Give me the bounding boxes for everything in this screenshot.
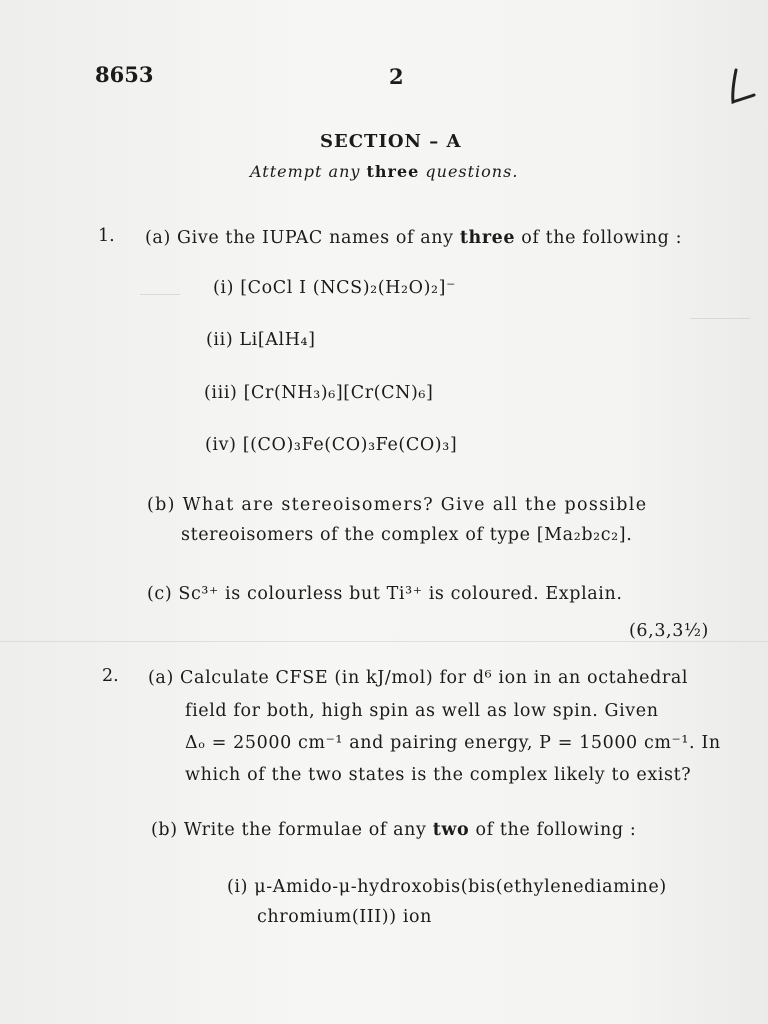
question-1a-item-ii: (ii) Li[AlH₄] bbox=[206, 330, 316, 350]
question-1b-line1: (b) What are stereoisomers? Give all the possible bbox=[147, 495, 648, 515]
question-1a-item-iv: (iv) [(CO)₃Fe(CO)₃Fe(CO)₃] bbox=[205, 435, 458, 455]
question-2b: (b) Write the formulae of any two of the following : bbox=[151, 820, 637, 840]
question-2a-line2: field for both, high spin as well as low spin. Given bbox=[185, 701, 659, 721]
question-2b-item-i-line1: (i) μ-Amido-μ-hydroxobis(bis(ethylenediamine) bbox=[227, 877, 667, 897]
paper-code: 8653 bbox=[95, 62, 154, 87]
question-2-number: 2. bbox=[102, 666, 119, 686]
page-number: 2 bbox=[389, 64, 404, 89]
question-1-marks: (6,3,3½) bbox=[629, 621, 709, 641]
question-2a-line1: (a) Calculate CFSE (in kJ/mol) for d⁶ ion in an octahedral bbox=[148, 668, 689, 688]
scan-mark bbox=[140, 294, 180, 295]
checkmark-icon bbox=[728, 62, 764, 110]
scan-mark bbox=[690, 318, 750, 319]
scan-line bbox=[0, 641, 768, 642]
question-1a-item-i: (i) [CoCl I (NCS)₂(H₂O)₂]⁻ bbox=[213, 278, 456, 298]
section-title: SECTION – A bbox=[320, 131, 462, 152]
question-2b-item-i-line2: chromium(III)) ion bbox=[257, 907, 433, 927]
question-1a: (a) Give the IUPAC names of any three of the following : bbox=[145, 228, 683, 248]
question-1c: (c) Sc³⁺ is colourless but Ti³⁺ is coloured. Explain. bbox=[147, 584, 623, 604]
question-1a-item-iii: (iii) [Cr(NH₃)₆][Cr(CN)₆] bbox=[204, 383, 434, 403]
question-1b-line2: stereoisomers of the complex of type [Ma₂b₂c₂]. bbox=[181, 525, 633, 545]
question-2a-line3: Δₒ = 25000 cm⁻¹ and pairing energy, P = 15000 cm⁻¹. In bbox=[185, 733, 721, 753]
question-2a-line4: which of the two states is the complex likely to exist? bbox=[185, 765, 692, 785]
question-1-number: 1. bbox=[98, 226, 115, 246]
section-instruction: Attempt any three questions. bbox=[250, 162, 519, 181]
